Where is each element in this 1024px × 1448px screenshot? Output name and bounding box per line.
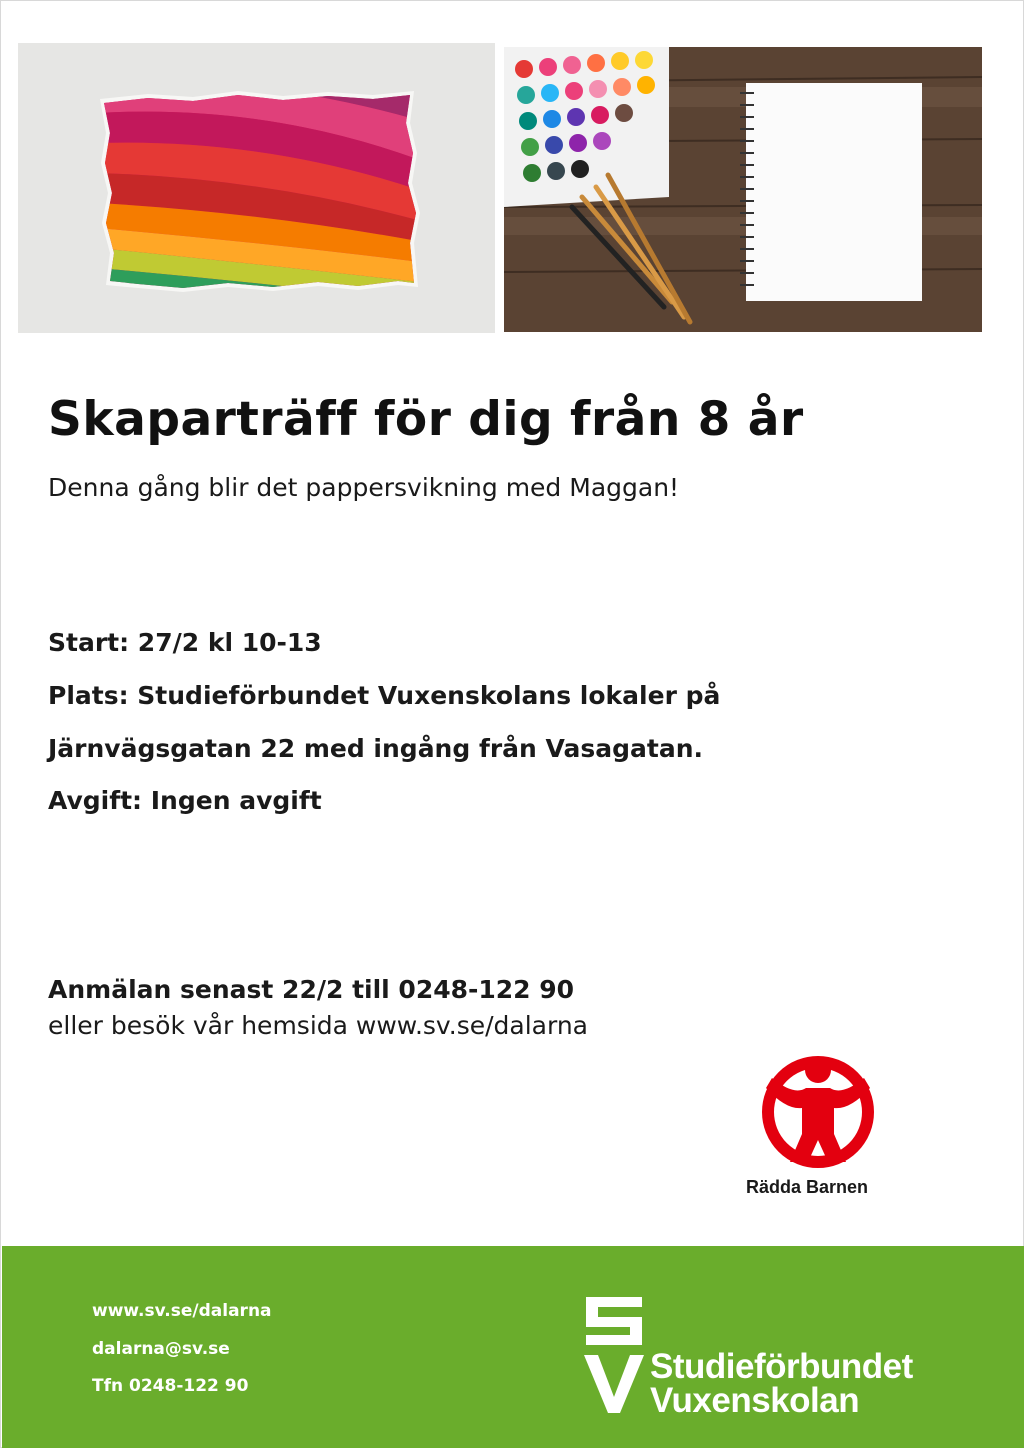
sv-logo-icon	[580, 1293, 648, 1415]
footer-email-link[interactable]: dalarna@sv.se	[92, 1339, 230, 1359]
start-time: Start: 27/2 kl 10-13	[48, 628, 322, 657]
colored-paper-photo	[18, 43, 495, 333]
registration-website-note: eller besök vår hemsida www.sv.se/dalarna	[48, 1011, 589, 1040]
org-name-line-2: Vuxenskolan	[650, 1381, 860, 1420]
footer-phone: Tfn 0248-122 90	[92, 1376, 249, 1396]
place-line-1: Plats: Studieförbundet Vuxenskolans lokaler på	[48, 681, 721, 710]
place-line-2: Järnvägsgatan 22 med ingång från Vasagatan.	[48, 734, 704, 763]
partner-name: Rädda Barnen	[746, 1177, 869, 1197]
org-name-line-1: Studieförbundet	[650, 1347, 913, 1386]
paint-and-notebook-photo	[504, 47, 982, 332]
subtitle: Denna gång blir det pappersvikning med Maggan!	[48, 473, 680, 502]
registration-deadline: Anmälan senast 22/2 till 0248-122 90	[48, 975, 575, 1004]
footer-website-link[interactable]: www.sv.se/dalarna	[92, 1301, 272, 1321]
radda-barnen-logo-icon	[758, 1048, 878, 1168]
fee: Avgift: Ingen avgift	[48, 786, 322, 815]
page-title: Skaparträff för dig från 8 år	[48, 392, 804, 447]
